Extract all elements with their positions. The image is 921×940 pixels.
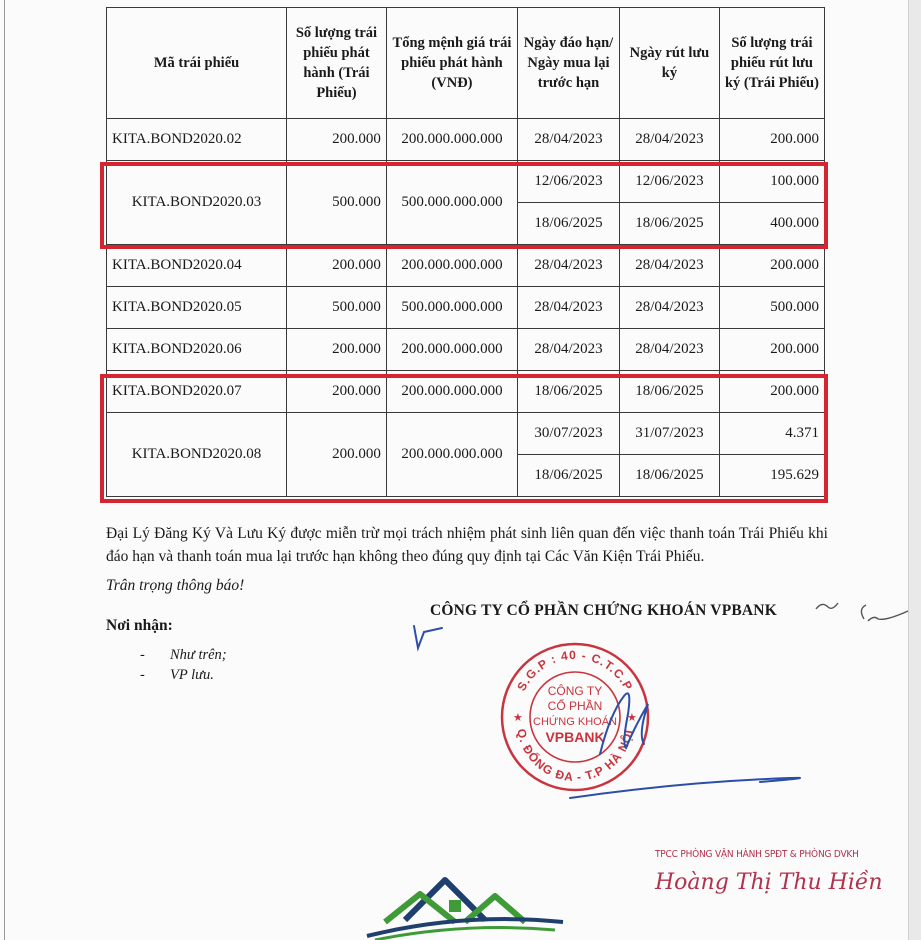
- cell-bond-code: KITA.BOND2020.06: [107, 329, 287, 371]
- cell-qty-withdrawn: 100.000: [719, 161, 824, 203]
- cell-total-par: 200.000.000.000: [386, 119, 517, 161]
- cell-total-par: 200.000.000.000: [386, 329, 517, 371]
- cell-withdraw-date: 28/04/2023: [619, 119, 719, 161]
- cell-bond-code: KITA.BOND2020.05: [107, 287, 287, 329]
- cell-qty-issued: 200.000: [287, 245, 387, 287]
- house-logo-icon: [365, 872, 565, 940]
- cell-qty-issued: 200.000: [287, 329, 387, 371]
- seal-line-1: CÔNG TY: [547, 684, 603, 698]
- cell-qty-issued: 500.000: [287, 287, 387, 329]
- list-item: - Như trên;: [140, 647, 227, 663]
- cell-qty-issued: 500.000: [287, 161, 387, 245]
- cell-maturity-date: 28/04/2023: [518, 329, 620, 371]
- header-withdraw-date: Ngày rút lưu ký: [619, 8, 719, 119]
- highlight-box-bonds-07-08: [100, 374, 828, 503]
- cell-qty-withdrawn: 200.000: [719, 329, 824, 371]
- signatory-title: TPCC PHÒNG VẬN HÀNH SPĐT & PHÒNG DVKH: [655, 849, 859, 860]
- cell-withdraw-date: 12/06/2023: [619, 161, 719, 203]
- cell-withdraw-date: 28/04/2023: [619, 287, 719, 329]
- cell-qty-withdrawn: 400.000: [719, 203, 824, 245]
- cell-total-par: 200.000.000.000: [386, 413, 517, 497]
- cell-maturity-date: 28/04/2023: [518, 119, 620, 161]
- table-row: [107, 119, 825, 161]
- closing-line: Trân trọng thông báo!: [106, 577, 245, 594]
- list-item: - VP lưu.: [140, 667, 214, 683]
- recipients-list: [140, 645, 227, 685]
- highlight-box-bond-03: [100, 162, 828, 249]
- cell-total-par: 500.000.000.000: [386, 287, 517, 329]
- cell-withdraw-date: 18/06/2025: [619, 455, 719, 497]
- cell-total-par: 200.000.000.000: [386, 371, 517, 413]
- header-bond-code: Mã trái phiếu: [107, 8, 287, 119]
- cell-qty-withdrawn: 200.000: [719, 119, 824, 161]
- cell-qty-withdrawn: 4.371: [719, 413, 824, 455]
- cell-withdraw-date: 31/07/2023: [619, 413, 719, 455]
- signature-over-seal: [560, 670, 900, 800]
- cell-withdraw-date: 28/04/2023: [619, 245, 719, 287]
- seal-star-left-icon: ★: [513, 712, 523, 724]
- page-edge-line: [4, 0, 5, 940]
- seal-star-right-icon: ★: [627, 712, 637, 724]
- cell-qty-issued: 200.000: [287, 371, 387, 413]
- cell-qty-withdrawn: 200.000: [719, 371, 824, 413]
- cell-maturity-date: 18/06/2025: [518, 371, 620, 413]
- header-total-par: Tổng mệnh giá trái phiếu phát hành (VNĐ): [386, 8, 517, 119]
- cell-qty-withdrawn: 500.000: [719, 287, 824, 329]
- header-qty-issued: Số lượng trái phiếu phát hành (Trái Phiếu): [287, 8, 387, 119]
- table-row: [107, 245, 825, 287]
- recipient-text: VP lưu.: [170, 667, 214, 683]
- cell-maturity-date: 28/04/2023: [518, 245, 620, 287]
- seal-line-4: VPBANK: [545, 729, 605, 745]
- seal-line-2: CỔ PHẦN: [547, 699, 603, 713]
- cell-qty-issued: 200.000: [287, 413, 387, 497]
- cell-total-par: 500.000.000.000: [386, 161, 517, 245]
- cell-total-par: 200.000.000.000: [386, 245, 517, 287]
- cell-qty-withdrawn: 200.000: [719, 245, 824, 287]
- seal-line-3: CHỨNG KHOÁN: [533, 716, 617, 728]
- cell-bond-code: KITA.BOND2020.07: [107, 371, 287, 413]
- signature-scribble-right: [812, 595, 912, 635]
- cell-qty-withdrawn: 195.629: [719, 455, 824, 497]
- cell-bond-code: KITA.BOND2020.04: [107, 245, 287, 287]
- signature-initial-mark: [410, 622, 450, 652]
- cell-maturity-date: 18/06/2025: [518, 203, 620, 245]
- cell-bond-code: KITA.BOND2020.08: [107, 413, 287, 497]
- page-edge-shadow: [908, 0, 921, 940]
- cell-withdraw-date: 18/06/2025: [619, 371, 719, 413]
- cell-maturity-date: 12/06/2023: [518, 161, 620, 203]
- cell-maturity-date: 18/06/2025: [518, 455, 620, 497]
- disclaimer-paragraph: Đại Lý Đăng Ký Và Lưu Ký được miễn trừ mọi trách nhiệm phát sinh liên quan đến việc thanh toán Trái Phiếu khi đáo hạn và thanh toán mua lại trước hạn không theo đúng quy định tại Các Văn Kiện Trái Phiếu.: [106, 525, 828, 565]
- company-name: CÔNG TY CỔ PHẦN CHỨNG KHOÁN VPBANK: [430, 602, 777, 619]
- cell-withdraw-date: 28/04/2023: [619, 329, 719, 371]
- seal-top-text: S.G.P : 40 - C.T.C.P: [514, 647, 636, 694]
- table-header-row: [107, 8, 825, 119]
- header-qty-withdrawn: Số lượng trái phiếu rút lưu ký (Trái Phiếu): [719, 8, 824, 119]
- cell-bond-code: KITA.BOND2020.03: [107, 161, 287, 245]
- signatory-name: Hoàng Thị Thu Hiền: [655, 870, 883, 895]
- table-row: [107, 329, 825, 371]
- cell-maturity-date: 28/04/2023: [518, 287, 620, 329]
- cell-bond-code: KITA.BOND2020.02: [107, 119, 287, 161]
- cell-qty-issued: 200.000: [287, 119, 387, 161]
- header-maturity-date: Ngày đáo hạn/ Ngày mua lại trước hạn: [518, 8, 620, 119]
- cell-maturity-date: 30/07/2023: [518, 413, 620, 455]
- table-row: [107, 287, 825, 329]
- cell-withdraw-date: 18/06/2025: [619, 203, 719, 245]
- seal-bottom-text: Q. ĐỐNG ĐA - T.P HÀ NỘI: [514, 727, 636, 785]
- recipients-label: Nơi nhận:: [106, 617, 173, 634]
- recipient-text: Như trên;: [170, 647, 227, 663]
